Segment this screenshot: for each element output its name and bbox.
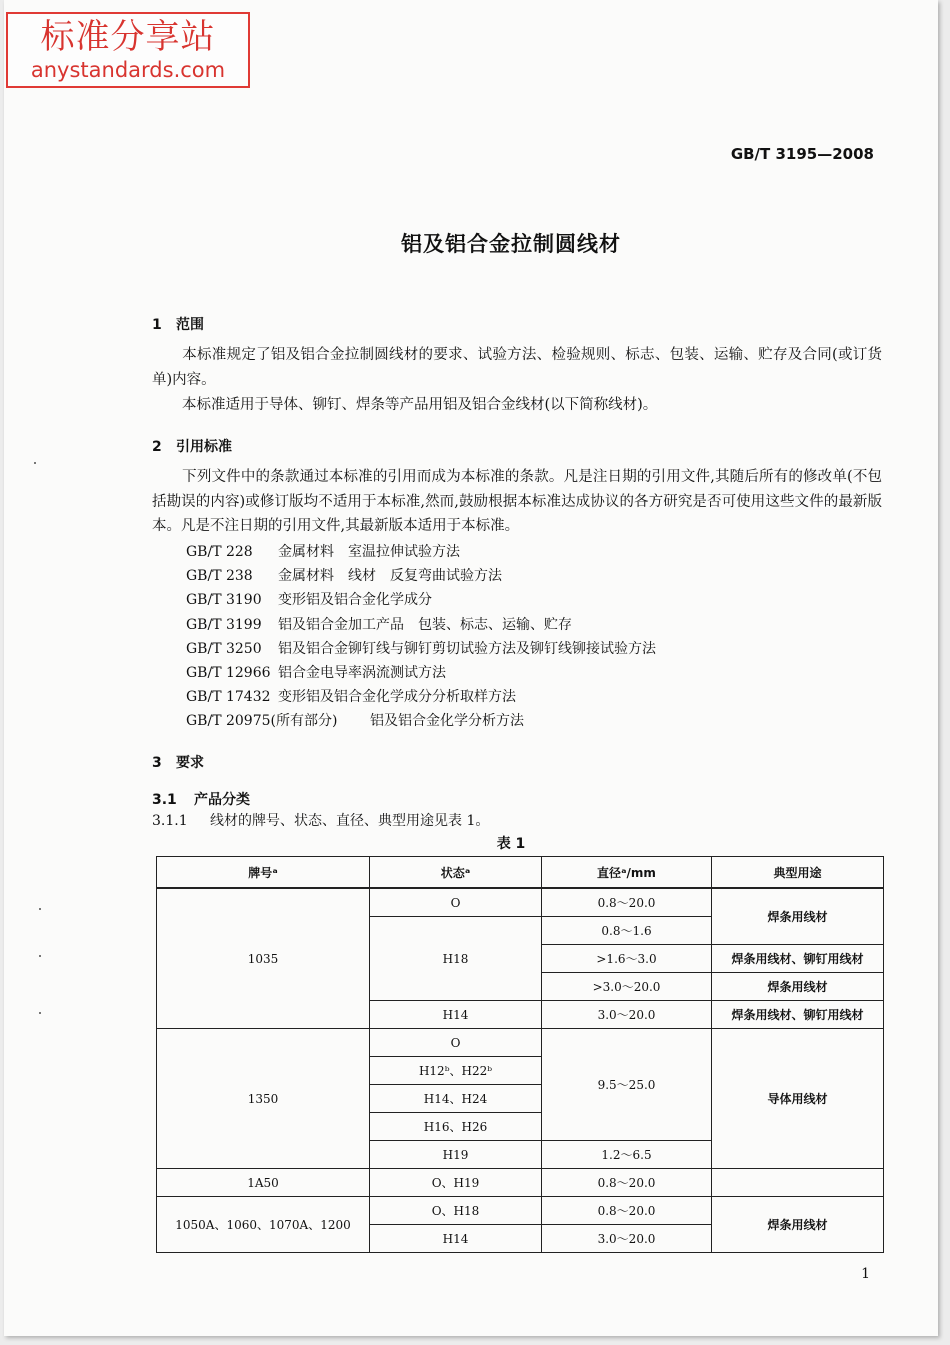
table-row xyxy=(157,1029,884,1057)
section-number: 3 xyxy=(152,755,162,771)
reference-item xyxy=(186,661,656,685)
reference-code: GB/T 228 xyxy=(186,544,253,560)
watermark-title: 标准分享站 xyxy=(40,17,216,57)
watermark-url: anystandards.com xyxy=(30,58,226,82)
reference-code: GB/T 17432 xyxy=(186,689,271,706)
page-number: 1 xyxy=(861,1266,870,1282)
reference-list xyxy=(186,540,656,734)
reference-title: 铝及铝合金铆钉线与铆钉剪切试验方法及铆钉线铆接试验方法 xyxy=(278,640,656,657)
cell-diameter: 0.8～20.0 xyxy=(542,1169,712,1197)
reference-item xyxy=(186,685,656,709)
cell-diameter: 3.0～20.0 xyxy=(542,1225,712,1253)
header-use: 典型用途 xyxy=(712,857,884,889)
section-1-heading xyxy=(152,314,204,334)
subsection-3-1-1 xyxy=(152,809,882,834)
scan-speck xyxy=(39,1012,41,1014)
section-number: 3.1 xyxy=(152,792,177,808)
cell-state: H16、H26 xyxy=(370,1113,542,1141)
section-3-heading xyxy=(152,752,204,772)
header-diameter: 直径ᵃ/mm xyxy=(542,857,712,889)
section-title: 引用标准 xyxy=(176,439,232,455)
reference-title: 铝合金电导率涡流测试方法 xyxy=(278,665,446,682)
grade-spec-table xyxy=(156,856,884,1253)
table-row xyxy=(157,888,884,917)
header-state: 状态ᵃ xyxy=(370,857,542,889)
paragraph-text: 本标准适用于导体、铆钉、焊条等产品用铝及铝合金线材(以下简称线材)。 xyxy=(182,397,658,413)
cell-state: H12ᵇ、H22ᵇ xyxy=(370,1057,542,1085)
scope-paragraph-2 xyxy=(152,393,882,418)
reference-title: 金属材料 线材 反复弯曲试验方法 xyxy=(278,568,502,585)
reference-title: 变形铝及铝合金化学成分 xyxy=(278,592,432,609)
section-number: 3.1.1 xyxy=(152,813,188,829)
table-header-row xyxy=(157,857,884,889)
paragraph-text: 本标准规定了铝及铝合金拉制圆线材的要求、试验方法、检验规则、标志、包装、运输、贮存及合同(或订货单)内容。 xyxy=(152,347,882,388)
subsection-3-1-heading xyxy=(152,789,250,809)
document-page xyxy=(4,0,938,1336)
scan-speck xyxy=(39,908,41,910)
paragraph-text: 下列文件中的条款通过本标准的引用而成为本标准的条款。凡是注日期的引用文件,其随后所有的修改单(不包括勘误的内容)或修订版均不适用于本标准,然而,鼓励根据本标准达成协议的各方研究是否可使用这些文件的最新版本。凡是不注日期的引用文件,其最新版本适用于本标准。 xyxy=(152,469,882,534)
cell-grade: 1050A、1060、1070A、1200 xyxy=(157,1197,370,1253)
reference-item xyxy=(186,588,656,612)
table-row xyxy=(157,1169,884,1197)
section-number: 1 xyxy=(152,317,162,333)
reference-code: GB/T 3250 xyxy=(186,640,262,657)
reference-code: GB/T 3199 xyxy=(186,616,262,633)
reference-code: GB/T 12966 xyxy=(186,665,271,682)
reference-item xyxy=(186,637,656,661)
references-intro xyxy=(152,465,882,539)
cell-grade: 1035 xyxy=(157,888,370,1029)
reference-item xyxy=(186,540,656,564)
cell-diameter: 9.5～25.0 xyxy=(542,1029,712,1141)
reference-item xyxy=(186,564,656,588)
reference-code: GB/T 238 xyxy=(186,568,253,585)
reference-title: 金属材料 室温拉伸试验方法 xyxy=(278,544,460,560)
cell-state: O、H18 xyxy=(370,1197,542,1225)
cell-state: H18 xyxy=(370,917,542,1001)
table-row xyxy=(157,1197,884,1225)
cell-state: H19 xyxy=(370,1141,542,1169)
section-title: 范围 xyxy=(176,317,204,333)
cell-grade: 1350 xyxy=(157,1029,370,1169)
cell-use: 焊条用线材 xyxy=(712,973,884,1001)
cell-state: H14 xyxy=(370,1001,542,1029)
cell-state: O xyxy=(370,888,542,917)
scope-paragraph-1 xyxy=(152,343,882,392)
cell-state: O xyxy=(370,1029,542,1057)
section-number: 2 xyxy=(152,439,162,455)
document-title: 铝及铝合金拉制圆线材 xyxy=(401,232,621,256)
cell-diameter: 3.0～20.0 xyxy=(542,1001,712,1029)
cell-diameter: >1.6～3.0 xyxy=(542,945,712,973)
section-2-heading xyxy=(152,436,232,456)
cell-diameter: 0.8～1.6 xyxy=(542,917,712,945)
table-caption: 表 1 xyxy=(496,836,526,852)
reference-code: GB/T 3190 xyxy=(186,592,262,609)
watermark-stamp xyxy=(6,12,250,88)
cell-use: 焊条用线材、铆钉用线材 xyxy=(712,1001,884,1029)
cell-diameter: 0.8～20.0 xyxy=(542,1197,712,1225)
cell-use: 导体用线材 xyxy=(712,1029,884,1169)
cell-use: 焊条用线材、铆钉用线材 xyxy=(712,945,884,973)
cell-state: O、H19 xyxy=(370,1169,542,1197)
reference-title: 铝及铝合金加工产品 包装、标志、运输、贮存 xyxy=(278,616,572,633)
paragraph-text: 线材的牌号、状态、直径、典型用途见表 1。 xyxy=(210,813,490,829)
cell-use: 焊条用线材 xyxy=(712,1197,884,1253)
cell-use-empty xyxy=(712,1169,884,1197)
header-grade: 牌号ᵃ xyxy=(157,857,370,889)
reference-title: 铝及铝合金化学分析方法 xyxy=(370,713,524,730)
scan-speck xyxy=(39,955,41,957)
reference-title: 变形铝及铝合金化学成分分析取样方法 xyxy=(278,689,516,706)
cell-state: H14、H24 xyxy=(370,1085,542,1113)
reference-code: GB/T 20975(所有部分) xyxy=(186,713,338,730)
cell-state: H14 xyxy=(370,1225,542,1253)
cell-diameter: >3.0～20.0 xyxy=(542,973,712,1001)
section-title: 产品分类 xyxy=(194,792,250,808)
cell-use: 焊条用线材 xyxy=(712,888,884,945)
reference-item xyxy=(186,709,656,733)
cell-grade: 1A50 xyxy=(157,1169,370,1197)
reference-item xyxy=(186,613,656,637)
scan-speck xyxy=(34,462,36,464)
section-title: 要求 xyxy=(176,755,204,771)
standard-number: GB/T 3195—2008 xyxy=(730,145,874,163)
cell-diameter: 1.2～6.5 xyxy=(542,1141,712,1169)
cell-diameter: 0.8～20.0 xyxy=(542,888,712,917)
